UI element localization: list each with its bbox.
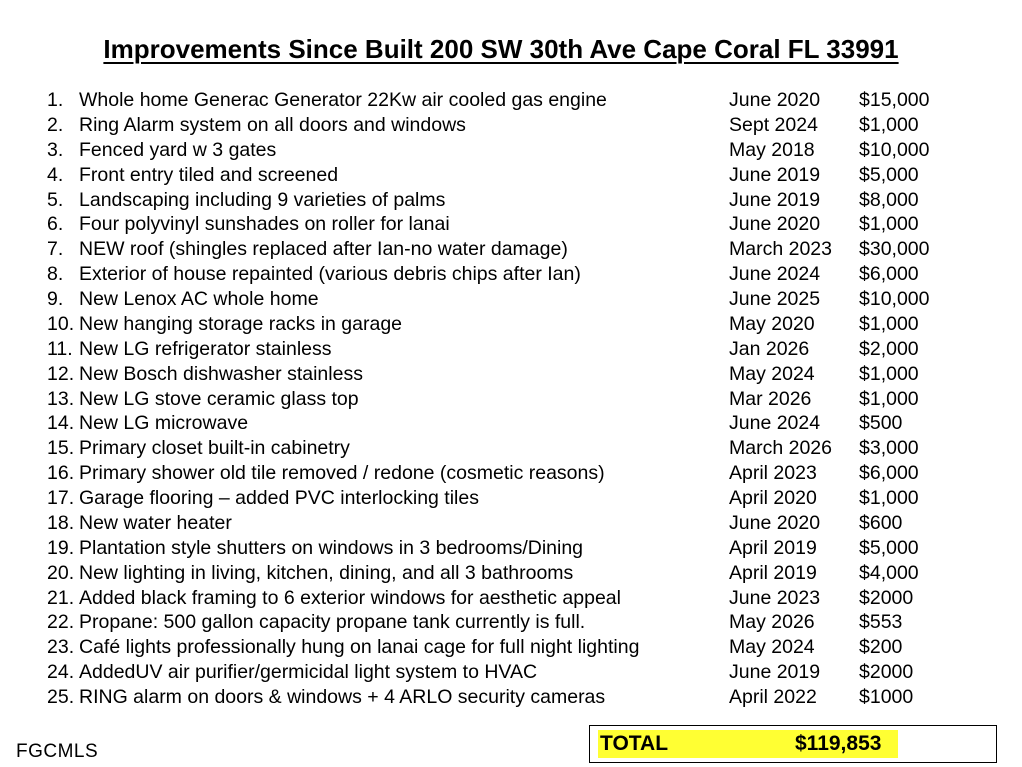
list-item xyxy=(47,212,1007,237)
item-description: Propane: 500 gallon capacity propane tank currently is full. xyxy=(79,611,586,634)
item-description: Exterior of house repainted (various debris chips after Ian) xyxy=(79,263,581,286)
list-item xyxy=(47,163,1007,188)
item-date: May 2024 xyxy=(729,362,815,385)
list-item xyxy=(47,362,1007,387)
item-date: Mar 2026 xyxy=(729,387,812,410)
item-description: Added black framing to 6 exterior windows for aesthetic appeal xyxy=(79,586,621,609)
item-number: 16. xyxy=(47,462,75,485)
item-date: May 2026 xyxy=(729,611,815,634)
item-date: April 2020 xyxy=(729,487,817,509)
item-cost: $5,000 xyxy=(859,163,919,186)
list-item xyxy=(47,113,1007,138)
list-item xyxy=(47,635,1007,660)
item-description: Landscaping including 9 varieties of palms xyxy=(79,188,446,211)
item-description: Front entry tiled and screened xyxy=(79,163,339,186)
item-date: June 2019 xyxy=(729,661,821,684)
item-description: New LG microwave xyxy=(79,412,249,435)
list-item xyxy=(47,586,1007,611)
item-number: 5. xyxy=(47,188,64,211)
item-date: May 2024 xyxy=(729,636,815,659)
item-description: New LG refrigerator stainless xyxy=(79,337,332,360)
item-number: 15. xyxy=(47,437,75,460)
item-description: New water heater xyxy=(79,511,232,534)
item-number: 11. xyxy=(47,337,73,360)
list-item xyxy=(47,411,1007,436)
item-number: 3. xyxy=(47,138,64,161)
item-description: Whole home Generac Generator 22Kw air cooled gas engine xyxy=(79,89,607,111)
item-description: New Bosch dishwasher stainless xyxy=(79,362,363,385)
item-date: June 2020 xyxy=(729,511,821,534)
item-description: Plantation style shutters on windows in 3 bedrooms/Dining xyxy=(79,536,584,559)
item-number: 7. xyxy=(47,238,64,261)
list-item xyxy=(47,461,1007,486)
item-description: New lighting in living, kitchen, dining, and all 3 bathrooms xyxy=(79,561,574,584)
item-number: 4. xyxy=(47,163,64,186)
item-date: June 2019 xyxy=(729,163,821,186)
item-description: Primary shower old tile removed / redone (cosmetic reasons) xyxy=(79,462,605,485)
item-cost: $1000 xyxy=(859,686,914,708)
item-date: March 2023 xyxy=(729,238,832,261)
item-number: 6. xyxy=(47,213,64,236)
item-date: April 2019 xyxy=(729,536,817,559)
item-cost: $1,000 xyxy=(859,487,919,509)
total-label: TOTAL xyxy=(600,732,669,755)
item-cost: $1,000 xyxy=(859,113,919,136)
page-title: Improvements Since Built 200 SW 30th Ave Cape Coral FL 33991 xyxy=(103,34,899,64)
item-cost: $15,000 xyxy=(859,89,930,111)
item-date: April 2023 xyxy=(729,462,817,485)
item-description: AddedUV air purifier/germicidal light system to HVAC xyxy=(79,661,538,684)
item-number: 8. xyxy=(47,263,64,286)
item-number: 23. xyxy=(47,636,75,659)
list-item xyxy=(47,287,1007,312)
item-number: 17. xyxy=(47,487,75,509)
item-description: Garage flooring – added PVC interlocking tiles xyxy=(79,487,479,509)
item-description: New LG stove ceramic glass top xyxy=(79,387,359,410)
item-cost: $2000 xyxy=(859,586,914,609)
item-number: 2. xyxy=(47,113,64,136)
item-cost: $600 xyxy=(859,511,903,534)
item-date: March 2026 xyxy=(729,437,832,460)
item-date: June 2020 xyxy=(729,213,821,236)
item-description: Primary closet built-in cabinetry xyxy=(79,437,350,460)
item-description: Four polyvinyl sunshades on roller for lanai xyxy=(79,213,450,236)
item-date: June 2019 xyxy=(729,188,821,211)
item-description: Fenced yard w 3 gates xyxy=(79,138,277,161)
item-number: 10. xyxy=(47,312,75,335)
item-description: Ring Alarm system on all doors and windows xyxy=(79,113,466,136)
item-number: 21. xyxy=(47,586,75,609)
item-description: NEW roof (shingles replaced after Ian-no water damage) xyxy=(79,238,568,261)
item-cost: $5,000 xyxy=(859,536,919,559)
item-number: 1. xyxy=(47,89,64,111)
item-date: June 2023 xyxy=(729,586,821,609)
list-item xyxy=(47,660,1007,685)
item-description: New hanging storage racks in garage xyxy=(79,312,403,335)
item-description: New Lenox AC whole home xyxy=(79,288,319,310)
list-item xyxy=(47,610,1007,635)
item-number: 13. xyxy=(47,387,75,410)
item-cost: $553 xyxy=(859,611,903,634)
list-item xyxy=(47,387,1007,412)
list-item xyxy=(47,138,1007,163)
list-item xyxy=(47,486,1007,511)
item-cost: $10,000 xyxy=(859,138,930,161)
item-number: 25. xyxy=(47,686,75,708)
item-date: April 2019 xyxy=(729,561,817,584)
item-cost: $1,000 xyxy=(859,312,919,335)
watermark: FGCMLS xyxy=(16,741,99,762)
item-cost: $200 xyxy=(859,636,903,659)
list-item xyxy=(47,685,1007,710)
item-cost: $500 xyxy=(859,412,903,435)
item-number: 9. xyxy=(47,288,64,310)
improvements-list xyxy=(47,88,1007,710)
list-item xyxy=(47,337,1007,362)
item-cost: $4,000 xyxy=(859,561,919,584)
list-item xyxy=(47,436,1007,461)
item-cost: $1,000 xyxy=(859,362,919,385)
item-description: Café lights professionally hung on lanai cage for full night lighting xyxy=(79,636,640,659)
item-number: 14. xyxy=(47,412,75,435)
item-cost: $10,000 xyxy=(859,288,930,310)
item-date: June 2024 xyxy=(729,412,821,435)
item-number: 22. xyxy=(47,611,75,634)
item-number: 12. xyxy=(47,362,75,385)
item-cost: $6,000 xyxy=(859,462,919,485)
item-cost: $1,000 xyxy=(859,387,919,410)
item-number: 19. xyxy=(47,536,75,559)
item-date: May 2020 xyxy=(729,312,815,335)
list-item xyxy=(47,88,1007,113)
item-date: Sept 2024 xyxy=(729,113,818,136)
total-value: $119,853 xyxy=(795,732,882,755)
total-box xyxy=(589,725,997,763)
item-number: 20. xyxy=(47,561,75,584)
item-date: April 2022 xyxy=(729,686,817,708)
item-cost: $8,000 xyxy=(859,188,919,211)
list-item xyxy=(47,511,1007,536)
item-cost: $2000 xyxy=(859,661,914,684)
item-cost: $3,000 xyxy=(859,437,919,460)
list-item xyxy=(47,561,1007,586)
item-number: 24. xyxy=(47,661,75,684)
item-number: 18. xyxy=(47,511,75,534)
item-date: June 2025 xyxy=(729,288,821,310)
item-description: RING alarm on doors & windows + 4 ARLO security cameras xyxy=(79,686,606,708)
list-item xyxy=(47,188,1007,213)
list-item xyxy=(47,262,1007,287)
item-cost: $1,000 xyxy=(859,213,919,236)
item-date: June 2024 xyxy=(729,263,821,286)
item-date: Jan 2026 xyxy=(729,337,810,360)
list-item xyxy=(47,237,1007,262)
item-date: June 2020 xyxy=(729,89,821,111)
item-cost: $2,000 xyxy=(859,337,919,360)
item-date: May 2018 xyxy=(729,138,815,161)
list-item xyxy=(47,312,1007,337)
item-cost: $30,000 xyxy=(859,238,930,261)
list-item xyxy=(47,536,1007,561)
item-cost: $6,000 xyxy=(859,263,919,286)
